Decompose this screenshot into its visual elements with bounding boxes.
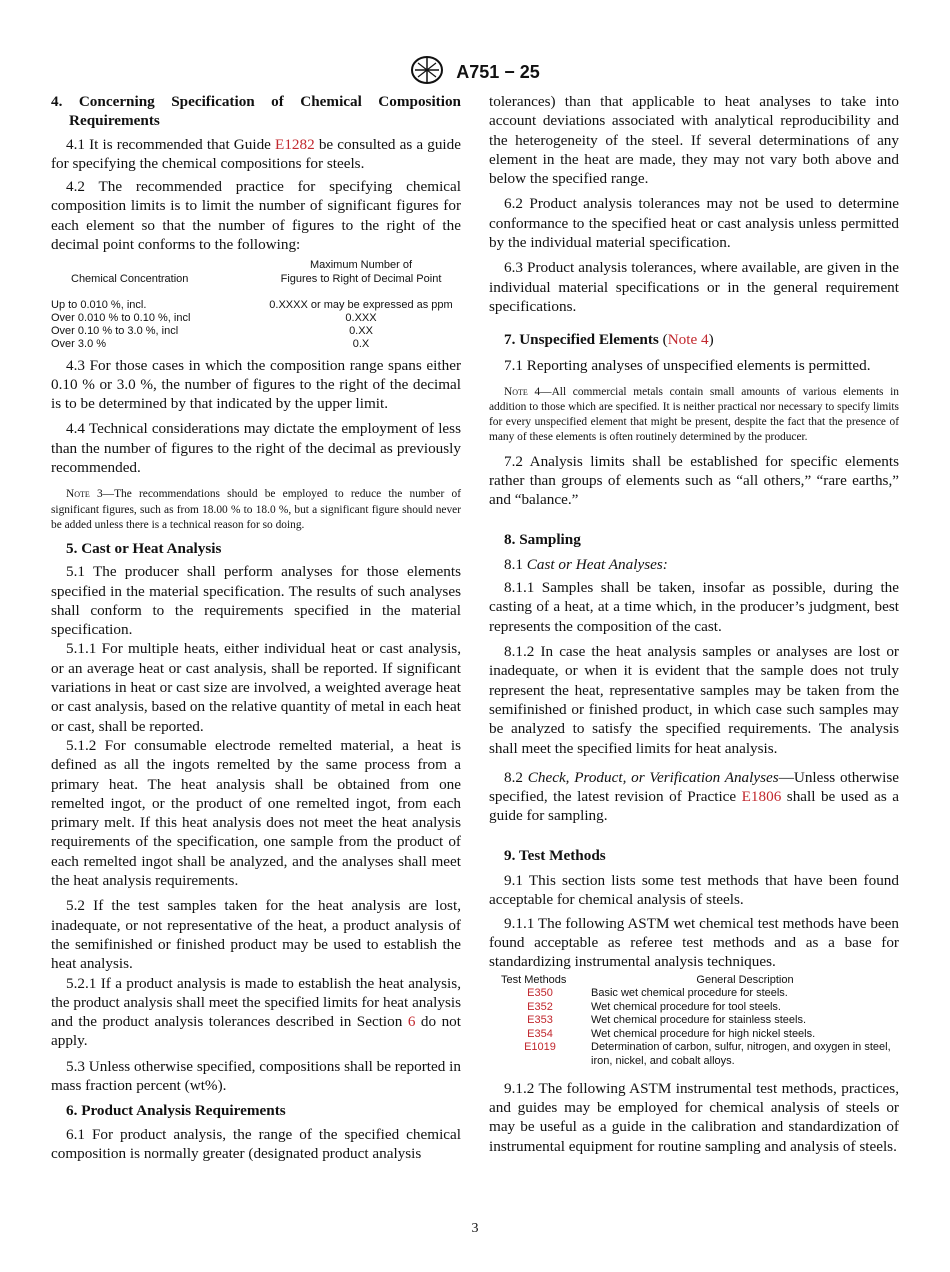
para-8-1-1: 8.1.1 Samples shall be taken, insofar as possible, during the casting of a heat, at a time which, in the producer’s judgment, best represents the composition of the cast. [489, 579, 899, 635]
table-header-concentration: Chemical Concentration [71, 272, 189, 285]
link-e354[interactable]: E354 [527, 1027, 553, 1040]
para-5-2-1: 5.2.1 If a product analysis is made to establish the heat analysis, the product analysis shall meet the specified limits for heat analysis and the product analysis tolerances described in Section 6 do not apply. [51, 974, 461, 1050]
section-6-heading: 6. Product Analysis Requirements [66, 1102, 286, 1120]
page-header [0, 55, 950, 90]
para-4-2: 4.2 The recommended practice for specifying chemical composition limits is to limit the number of significant figures for each element so that the number of figures to the right of the decimal point conforms to the following: [51, 178, 461, 254]
link-e1282[interactable]: E1282 [275, 135, 315, 153]
link-e1019[interactable]: E1019 [524, 1041, 556, 1054]
table-row: E353 Wet chemical procedure for stainless steels. [489, 1014, 899, 1028]
section-7-heading: 7. Unspecified Elements (Note 4) [504, 331, 714, 349]
section-8-heading: 8. Sampling [504, 530, 581, 548]
concentration-table [51, 259, 461, 351]
document-designation: A751 − 25 [456, 62, 540, 82]
para-8-2: 8.2 Check, Product, or Verification Analyses—Unless otherwise specified, the latest revision of Practice E1806 shall be used as a guide for sampling. [489, 768, 900, 825]
table-header-max-figures: Maximum Number of Figures to Right of Decimal Point [280, 259, 442, 285]
para-5-1-1: 5.1.1 For multiple heats, either individual heat or cast analysis, or an average heat or cast analysis, shall be reported. If significant variations in heat or cast size are involved, a weighted average heat or cast analysis, based on the relative quantity of metal in each heat or cast, shall be reported. [51, 640, 461, 735]
para-9-1-1: 9.1.1 The following ASTM wet chemical test methods have been found acceptable as referee test methods and as a base for standardizing instrumental analysis techniques. [489, 914, 899, 971]
note-3: Note 3—The recommendations should be employed to reduce the number of significant figures, such as from 18.00 % to 18.0 %, but a significant figure should never be added unless there is a technical reason for so doing. [51, 488, 461, 531]
table-row: Up to 0.010 %, incl. 0.XXXX or may be expressed as ppm [51, 298, 453, 311]
section-4-heading: 4. Concerning Specification of Chemical Composition Requirements [51, 93, 461, 130]
para-7-2: 7.2 Analysis limits shall be established for specific elements rather than groups of elements such as “all others,” “rare earths,” and “balance.” [489, 452, 899, 509]
para-4-1: 4.1 It is recommended that Guide E1282 be consulted as a guide for specifying the chemical compositions for steels. [51, 135, 461, 172]
link-e350[interactable]: E350 [527, 987, 553, 1000]
para-4-4: 4.4 Technical considerations may dictate the employment of less than the number of figures to the right of the decimal as previously recommended. [51, 420, 461, 477]
para-9-1: 9.1 This section lists some test methods that have been found acceptable for chemical analysis of steels. [489, 872, 899, 909]
para-8-1-2: 8.1.2 In case the heat analysis samples or analyses are lost or inadequate, or when it is evident that the sample does not truly represent the heat, representative samples may be taken from the semifinished or finished product, in which case such samples may be analyzed to satisfy the specified requirements. The analysis shall meet the specified limits for heat analysis. [489, 643, 899, 757]
para-6-2: 6.2 Product analysis tolerances may not be used to determine conformance to the specified heat or cast analysis unless permitted by the individual material specification. [489, 195, 899, 252]
left-column [51, 92, 461, 1163]
note-4: Note 4—All commercial metals contain small amounts of various elements in addition to those which are specified. It is neither practical nor necessary to specify limits for every unspecified element that might be present, despite the fact that the presence of many of these elements is often routinely determined by the producer. [489, 385, 899, 444]
astm-logo-icon [410, 55, 444, 90]
section-5-heading: 5. Cast or Heat Analysis [66, 539, 222, 557]
link-note-4[interactable]: Note 4 [667, 331, 709, 349]
para-5-2: 5.2 If the test samples taken for the heat analysis are lost, inadequate, or not representative of the heat, a product analysis of the semifinished or finished product may be used to establish the heat analysis. [51, 897, 461, 973]
table-row: E350 Basic wet chemical procedure for steels. [489, 987, 899, 1001]
table-header-test-methods: Test Methods [501, 973, 567, 986]
table-header-general-description: General Description [696, 973, 794, 986]
table-row: Over 0.10 % to 3.0 %, incl 0.XX [51, 325, 373, 338]
table-row: E1019 Determination of carbon, sulfur, nitrogen, and oxygen in steel, iron, nickel, and cobalt alloys. [489, 1041, 899, 1068]
table-row: Over 0.010 % to 0.10 %, incl 0.XXX [51, 311, 377, 324]
para-5-1: 5.1 The producer shall perform analyses for those elements specified in the material specification. The results of such analyses shall conform to the requirements specified in the material specification. [51, 563, 461, 639]
para-5-3: 5.3 Unless otherwise specified, compositions shall be reported in mass fraction percent (wt%). [51, 1057, 461, 1094]
para-6-1: 6.1 For product analysis, the range of the specified chemical composition is normally greater (designated product analysis [51, 1125, 461, 1162]
para-9-1-2: 9.1.2 The following ASTM instrumental test methods, practices, and guides may be employed for chemical analysis of steels or may be useful as a guide in the calibration and standardization of instrumental equipment for routine sampling and analysis of steels. [489, 1079, 899, 1155]
table-row: E352 Wet chemical procedure for tool steels. [489, 1001, 899, 1015]
table-row: Over 3.0 % 0.X [51, 338, 370, 351]
page-number: 3 [471, 1221, 479, 1236]
para-5-1-2: 5.1.2 For consumable electrode remelted material, a heat is defined as all the ingots remelted by the same process from a primary heat. The heat analysis shall be obtained from one remelted ingot, or the product of one remelted ingot, from each primary melt. If this heat analysis does not meet the heat analysis requirements of the specification, one sample from the product of each remelted ingot shall be analyzed, and the analyses shall meet the heat analysis requirements. [51, 736, 461, 890]
section-9-heading: 9. Test Methods [504, 846, 606, 864]
link-e352[interactable]: E352 [527, 1000, 553, 1013]
para-6-3: 6.3 Product analysis tolerances, where available, are given in the individual material specifications or in the general requirement specifications. [489, 259, 899, 315]
test-methods-table [489, 974, 899, 1069]
para-6-1-continued: tolerances) than that applicable to heat analyses to take into account deviations associated with analytical reproducibility and the heterogeneity of the steel. If several determinations of any element in the heat are made, they may not vary both above and below the specified range. [489, 93, 899, 188]
para-4-3: 4.3 For those cases in which the composition range spans either 0.10 % or 3.0 %, the number of figures to the right of the decimal is to be determined by that indicated by the upper limit. [51, 356, 461, 413]
link-e353[interactable]: E353 [527, 1014, 553, 1027]
link-section-6[interactable]: 6 [407, 1013, 416, 1031]
para-7-1: 7.1 Reporting analyses of unspecified elements is permitted. [504, 356, 871, 374]
right-column [489, 92, 899, 1156]
para-8-1: 8.1 Cast or Heat Analyses: [504, 555, 668, 573]
link-e1806[interactable]: E1806 [741, 788, 782, 806]
table-row: E354 Wet chemical procedure for high nickel steels. [489, 1028, 899, 1042]
